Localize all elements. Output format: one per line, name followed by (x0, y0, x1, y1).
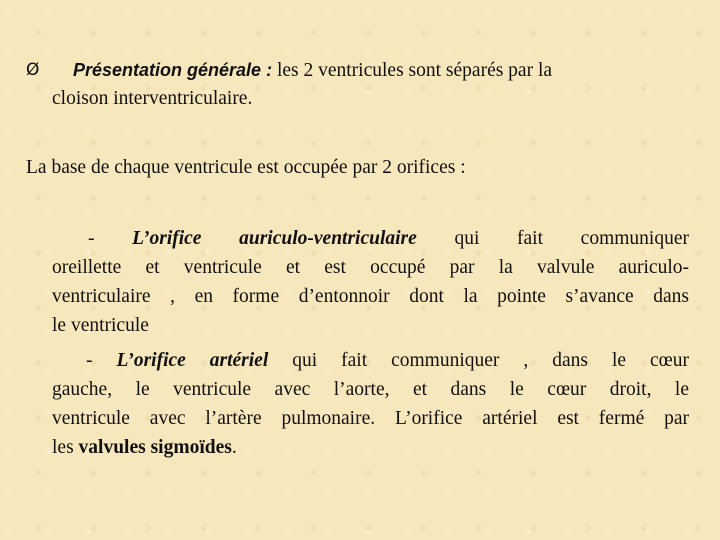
item2-line-1: - L’orifice artériel qui fait communiquer , dans le cœur (86, 350, 689, 371)
item-arteriel (52, 346, 689, 462)
valvules-sigmoides-term: valvules sigmoïdes (78, 437, 232, 458)
item2-label: L’orifice artériel (116, 350, 269, 371)
item1-line-3: ventriculaire , en forme d’entonnoir dont la pointe s’avance dans (52, 286, 689, 307)
item2-line-2: gauche, le ventricule avec l’aorte, et dans le cœur droit, le (52, 379, 689, 400)
item1-label: L’orifice auriculo-ventriculaire (132, 228, 417, 249)
presentation-line-1 (73, 59, 552, 82)
presentation-label: Présentation générale : (73, 60, 273, 80)
item1-line-2: oreillette et ventricule et est occupé par la valvule auriculo- (52, 257, 689, 278)
presentation-text-1: les 2 ventricules sont séparés par la (272, 60, 553, 81)
arrow-bullet-icon: Ø (26, 60, 40, 80)
item2-line-3: ventricule avec l’artère pulmonaire. L’orifice artériel est fermé par (52, 408, 689, 429)
item-auriculo-ventriculaire (52, 224, 689, 340)
item1-line-1: - L’orifice auriculo-ventriculaire qui fait communiquer (88, 228, 689, 249)
orifices-intro: La base de chaque ventricule est occupée par 2 orifices : (26, 157, 466, 178)
presentation-line-2: cloison interventriculaire. (52, 88, 253, 109)
item2-line-4: les valvules sigmoïdes. (52, 437, 237, 458)
item1-line-4: le ventricule (52, 315, 149, 336)
